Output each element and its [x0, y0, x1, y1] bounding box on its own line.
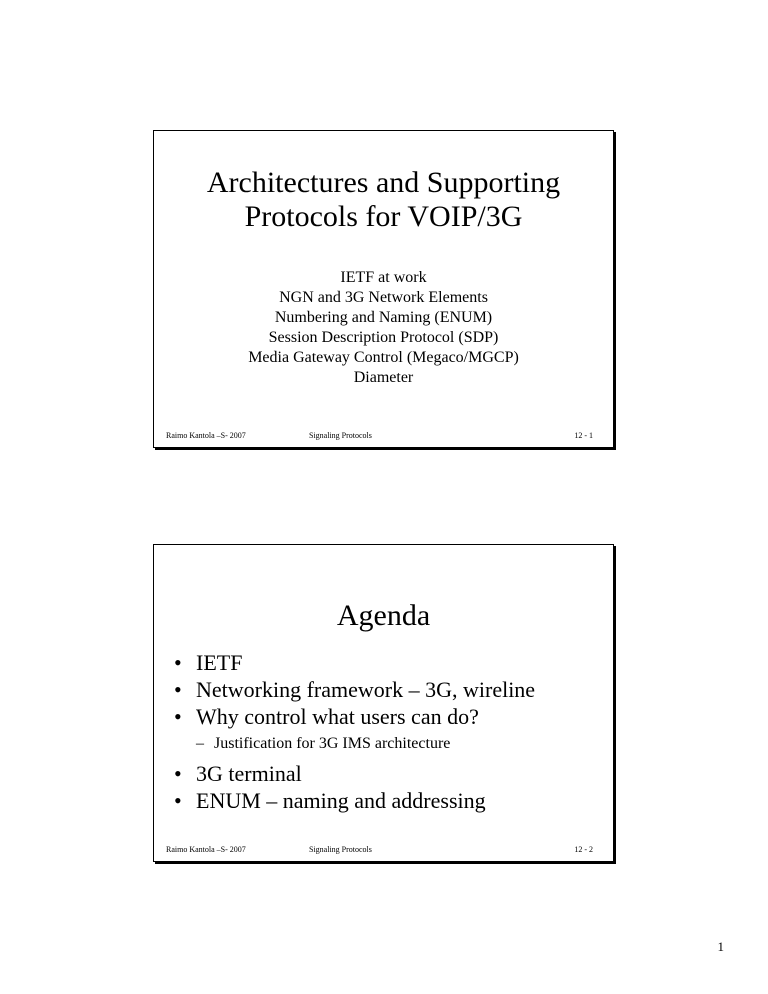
- bullet-marker: •: [174, 677, 182, 702]
- agenda-item-label: Why control what users can do?: [196, 704, 479, 729]
- slide-2-footer-number: 12 - 2: [574, 845, 593, 854]
- slide-2-footer-course: Signaling Protocols: [309, 845, 372, 854]
- slide-1-title-line-2: Protocols for VOIP/3G: [244, 200, 523, 233]
- agenda-item-3g-terminal: [174, 760, 603, 787]
- topic-enum: Numbering and Naming (ENUM): [274, 309, 493, 326]
- agenda-subitem-justification: [174, 734, 603, 754]
- slide-1-footer: [154, 431, 613, 441]
- agenda-item-label: IETF: [196, 650, 243, 675]
- slide-2-footer-author: Raimo Kantola –S- 2007: [166, 845, 246, 854]
- sub-bullet-marker: –: [196, 735, 204, 752]
- topic-sdp: Session Description Protocol (SDP): [268, 329, 499, 346]
- slide-1-title: [154, 166, 613, 234]
- topic-diameter: Diameter: [353, 369, 414, 386]
- agenda-item-networking: [174, 676, 603, 703]
- slide-1-title-line-1: Architectures and Supporting: [206, 166, 561, 199]
- slide-2-footer: [154, 845, 613, 855]
- slide-1-footer-author: Raimo Kantola –S- 2007: [166, 431, 246, 440]
- bullet-marker: •: [174, 704, 182, 729]
- page-number: 1: [717, 939, 724, 954]
- slide-1-footer-number: 12 - 1: [574, 431, 593, 440]
- agenda-item-label: Networking framework – 3G, wireline: [196, 677, 536, 702]
- bullet-marker: •: [174, 650, 182, 675]
- agenda-subitem-label: Justification for 3G IMS architecture: [214, 735, 451, 752]
- topic-ietf: IETF at work: [340, 269, 427, 286]
- slide-2-title: Agenda: [336, 599, 431, 632]
- agenda-list: [174, 649, 603, 814]
- slide-1-footer-course: Signaling Protocols: [309, 431, 372, 440]
- bullet-marker: •: [174, 761, 182, 786]
- agenda-item-label: ENUM – naming and addressing: [196, 788, 486, 813]
- slide-1: [153, 130, 614, 448]
- topic-megaco: Media Gateway Control (Megaco/MGCP): [248, 349, 519, 366]
- slide-1-topic-list: [154, 268, 613, 388]
- agenda-item-why-control: [174, 703, 603, 730]
- topic-ngn-3g: NGN and 3G Network Elements: [279, 289, 488, 306]
- agenda-item-ietf: [174, 649, 603, 676]
- bullet-marker: •: [174, 788, 182, 813]
- slide-2: [153, 544, 614, 862]
- agenda-item-label: 3G terminal: [196, 761, 302, 786]
- agenda-item-enum: [174, 787, 603, 814]
